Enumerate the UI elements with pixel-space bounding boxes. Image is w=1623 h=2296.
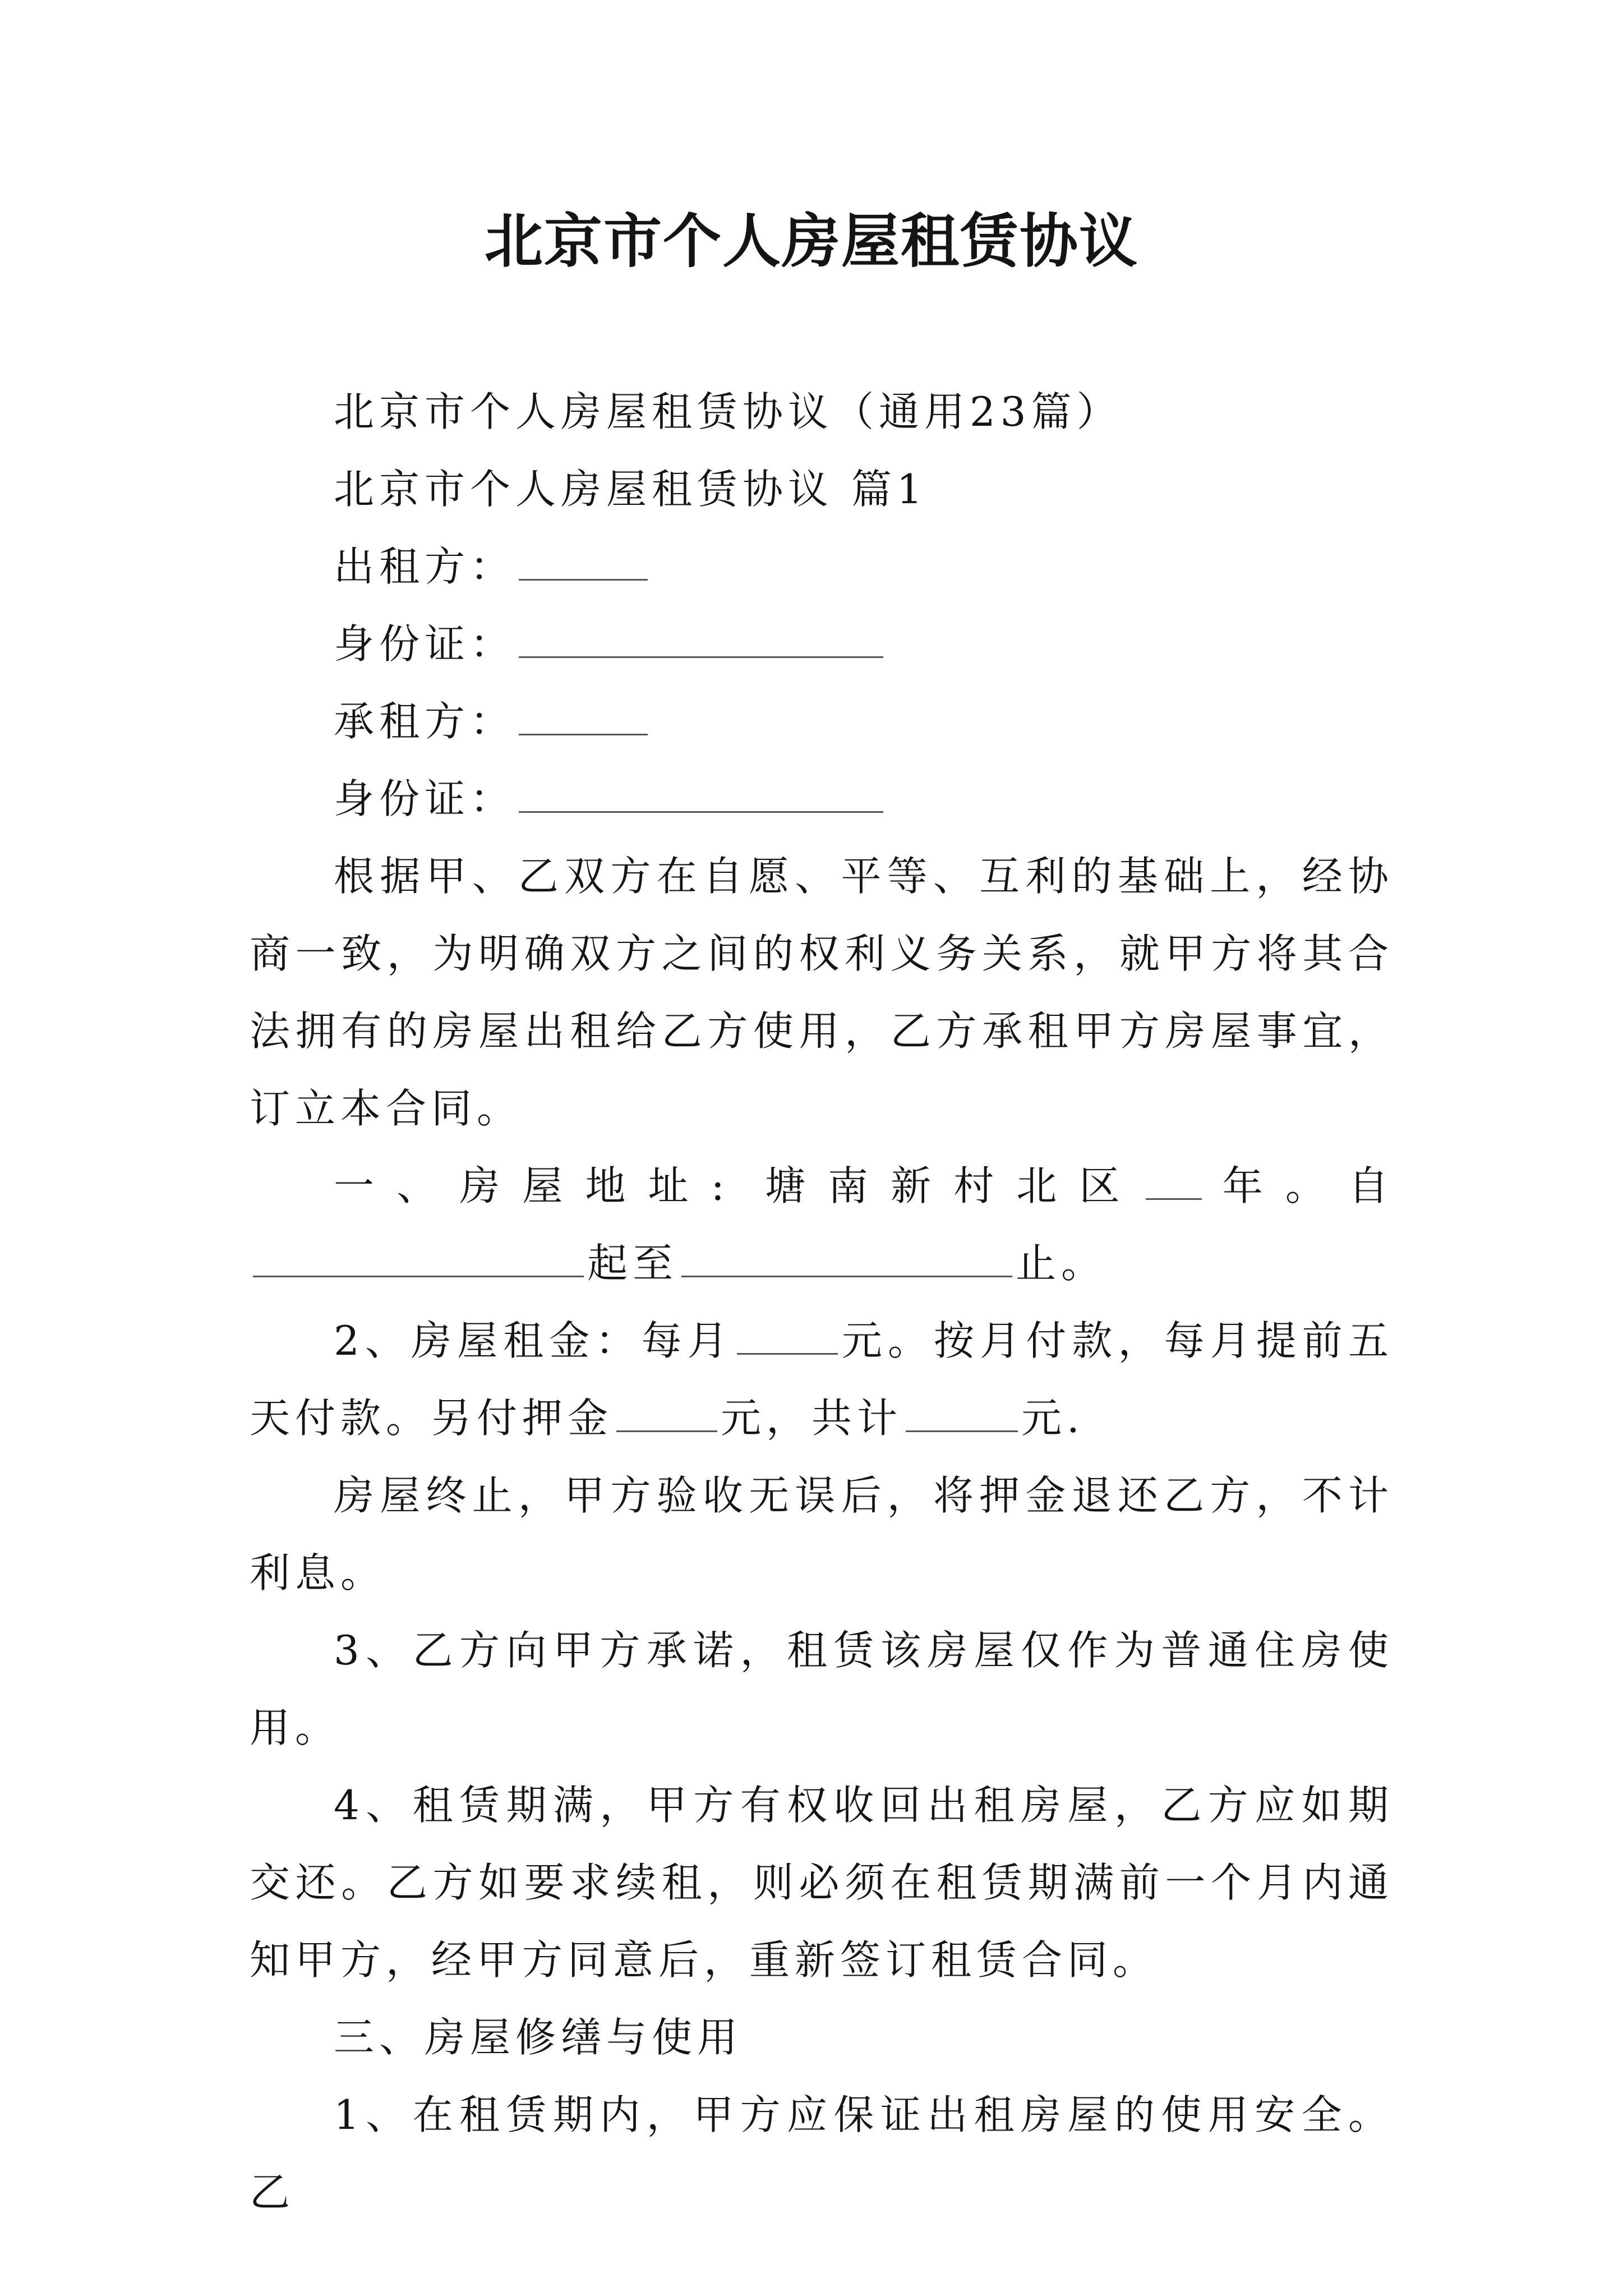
- lessor-id-blank: [519, 623, 883, 658]
- clause-2-blank-c: [906, 1397, 1018, 1432]
- clause-3: 3、乙方向甲方承诺，租赁该房屋仅作为普通住房使用。: [250, 1627, 1394, 1751]
- clause-1-part4: 止。: [1016, 1240, 1107, 1287]
- section-heading: 北京市个人房屋租赁协议 篇1: [334, 466, 928, 513]
- clause-1: [250, 1147, 1394, 1302]
- lessor-field: [250, 528, 1394, 605]
- clause-4: 4、租赁期满，甲方有权收回出租房屋，乙方应如期交还。乙方如要求续租，则必须在租赁期满前一个月内通知甲方，经甲方同意后，重新签订租赁合同。: [250, 1782, 1394, 1984]
- lessor-label: 出租方：: [334, 543, 516, 590]
- clause-2: [250, 1302, 1394, 1457]
- clause-1-blank-a: [1146, 1165, 1202, 1200]
- clause-1-part2: 年。自: [1205, 1162, 1394, 1209]
- document-title: 北京市个人房屋租赁协议: [484, 206, 1138, 275]
- lessee-field: [250, 683, 1394, 760]
- clause-1-blank-b: [253, 1242, 584, 1277]
- lessee-blank: [519, 700, 648, 735]
- lessor-id-label: 身份证：: [334, 620, 516, 668]
- subtitle: 北京市个人房屋租赁协议（通用23篇）: [334, 388, 1122, 435]
- lessee-id-field: [250, 760, 1394, 838]
- clause-2-part2: 元。按月付款，每月提前五天付款。另付押金: [250, 1317, 1394, 1442]
- clause-1-blank-c: [681, 1242, 1012, 1277]
- clause-1-part3: 起至: [587, 1240, 679, 1287]
- document-body: [250, 373, 1394, 2231]
- section-3-item-1: 1、在租赁期内，甲方应保证出租房屋的使用安全。乙: [250, 2091, 1394, 2216]
- intro-paragraph: 根据甲、乙双方在自愿、平等、互利的基础上，经协商一致，为明确双方之间的权利义务关系，就甲方将其合法拥有的房屋出租给乙方使用，乙方承租甲方房屋事宜，订立本合同。: [250, 853, 1394, 1132]
- clause-2-part3: 元，共计: [721, 1395, 903, 1442]
- lessor-blank: [519, 545, 648, 581]
- section-3-heading: 三、房屋修缮与使用: [334, 2014, 743, 2061]
- lessee-id-label: 身份证：: [334, 775, 516, 822]
- clause-2b: 房屋终止，甲方验收无误后，将押金退还乙方，不计利息。: [250, 1472, 1394, 1596]
- clause-2-part1: 2、房屋租金：每月: [334, 1317, 734, 1364]
- lessor-id-field: [250, 605, 1394, 683]
- lessee-id-blank: [519, 777, 883, 813]
- lessee-label: 承租方：: [334, 698, 516, 745]
- clause-2-blank-a: [737, 1319, 838, 1355]
- clause-1-part1: 一、房屋地址: 塘南新村北区: [334, 1162, 1142, 1209]
- clause-2-blank-b: [616, 1397, 717, 1432]
- clause-2-part4: 元.: [1021, 1395, 1085, 1442]
